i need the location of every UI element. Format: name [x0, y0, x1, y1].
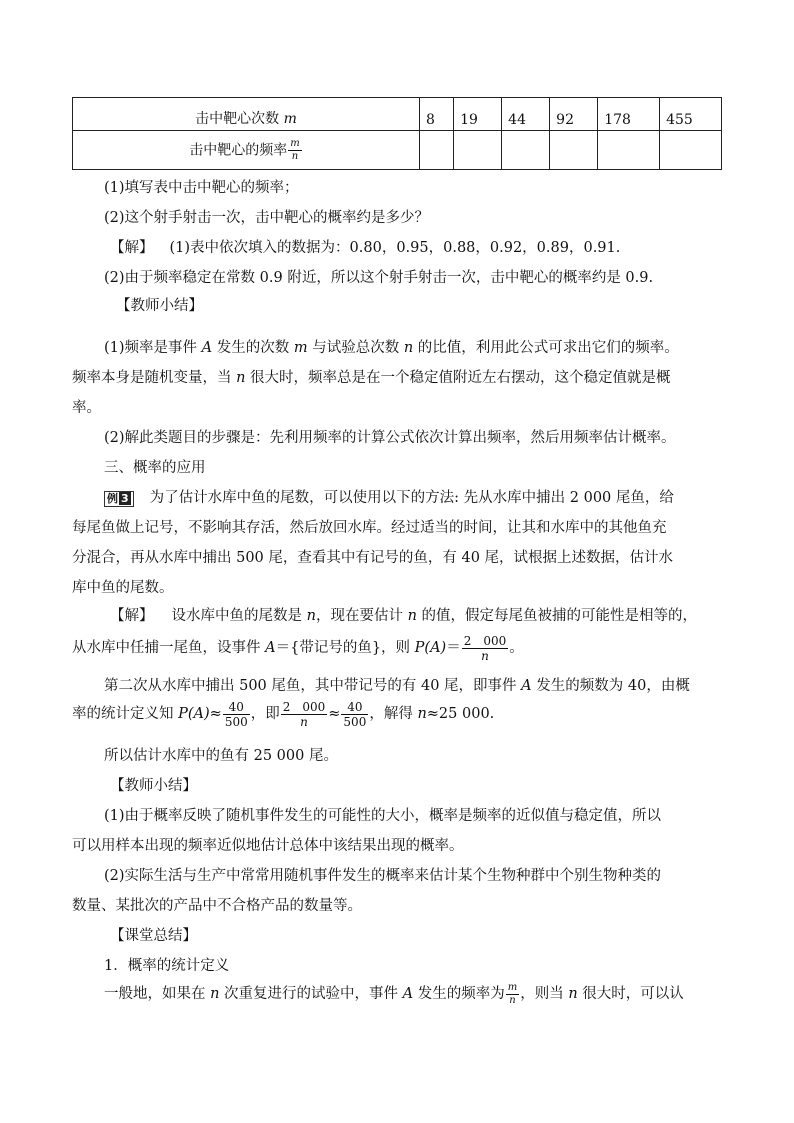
solution-3-line2: 从水库中任捕一尾鱼，设事件 A＝{带记号的鱼}，则 P(A)＝ $\frac{2 000}{n}$ 。 — [72, 633, 524, 663]
table-cell: 19 — [454, 98, 502, 131]
teacher-point-2: (2)解此类题目的步骤是：先利用频率的计算公式依次计算出频率，然后用频率估计概率。 — [104, 430, 676, 446]
table-cell: 92 — [550, 98, 598, 131]
example-3-line2: 每尾鱼做上记号，不影响其存活，然后放回水库。经过适当的时间，让其和水库中的其他鱼充 — [72, 520, 667, 536]
table-cell: 44 — [502, 98, 550, 131]
question-1: (1)填写表中击中靶心的频率； — [104, 180, 299, 196]
solution-3b-line2: 率的统计定义知 P(A)≈ $\frac{40}{500}$ ，即 $\frac{2 000}{n}$ ≈ $\frac{40}{500}$ ，解得 n≈25 000. — [72, 699, 495, 729]
table-row — [73, 98, 722, 131]
table-cell: 178 — [598, 98, 660, 131]
label-text: 击中靶心的频率 — [189, 142, 288, 158]
solution-text: (1)表中依次填入的数据为：0.80，0.95，0.88，0.92，0.89，0.91. — [169, 240, 621, 256]
solution-1 — [110, 238, 620, 258]
table-row — [73, 131, 722, 170]
fraction-40-500: $\frac{40}{500}$ — [343, 699, 367, 729]
solution-3: 【解】 设水库中鱼的尾数是 n，现在要估计 n 的值，假定每尾鱼被捕的可能性是相等的， — [110, 608, 698, 624]
table-cell — [502, 131, 550, 170]
fraction-m-n: $\frac{m}{n}$ — [507, 981, 518, 1006]
table-cell — [550, 131, 598, 170]
fraction-2000-n: $\frac{2 000}{n}$ — [282, 699, 326, 729]
frequency-table — [72, 97, 722, 170]
example-badge: 例 3 — [104, 491, 134, 507]
summary-item-1: 1．概率的统计定义 — [104, 958, 230, 974]
summary-definition: 一般地，如果在 n 次重复进行的试验中，事件 A 发生的频率为 $\frac{m}{n}$ ，则当 n 很大时，可以认 — [104, 981, 684, 1006]
table-cell — [598, 131, 660, 170]
example-3: 例 3 为了估计水库中鱼的尾数，可以使用以下的方法: 先从水库中捕出 2 000 尾鱼，给 — [104, 488, 674, 508]
teacher-point-4-line2: 数量、某批次的产品中不合格产品的数量等。 — [72, 898, 362, 914]
question-2: (2)这个射手射击一次，击中靶心的概率约是多少？ — [104, 210, 430, 226]
table-cell — [454, 131, 502, 170]
table-cell: 8 — [420, 98, 454, 131]
label-text: 击中靶心次数 — [195, 111, 280, 127]
teacher-point-3: (1)由于概率反映了随机事件发生的可能性的大小，概率是频率的近似值与稳定值，所以 — [104, 808, 662, 824]
table-cell — [420, 131, 454, 170]
fraction-m-n — [288, 139, 301, 162]
example-3-line4: 库中鱼的尾数。 — [72, 580, 174, 596]
frac-bottom: n — [291, 150, 299, 162]
teacher-point-3-line2: 可以用样本出现的频率近似地估计总体中该结果出现的概率。 — [72, 838, 464, 854]
frac-top: m — [290, 137, 300, 149]
solution-3c: 所以估计水库中的鱼有 25 000 尾。 — [104, 748, 338, 764]
row-label-frequency — [73, 131, 420, 170]
teacher-point-1: (1)频率是事件 A 发生的次数 m 与试验总次数 n 的比值，利用此公式可求出它们的频率。 — [104, 340, 679, 356]
teacher-point-1-line2: 频率本身是随机变量，当 n 很大时，频率总是在一个稳定值附近左右摆动，这个稳定值就是概 — [72, 370, 671, 386]
var-m: m — [283, 111, 297, 127]
row-label-hits — [73, 98, 420, 131]
section-heading-3: 三、概率的应用 — [104, 460, 206, 476]
teacher-point-1-line3: 率。 — [72, 400, 101, 416]
teacher-summary-heading: 【教师小结】 — [116, 298, 203, 314]
table-cell: 455 — [660, 98, 722, 131]
table-cell — [660, 131, 722, 170]
fraction-2000-n: $\frac{2 000}{n}$ — [463, 633, 507, 663]
teacher-summary-heading-2: 【教师小结】 — [110, 778, 197, 794]
teacher-point-4: (2)实际生活与生产中常常用随机事件发生的概率来估计某个生物种群中个别生物种类的 — [104, 868, 662, 884]
fraction-40-500: $\frac{40}{500}$ — [224, 699, 248, 729]
class-summary-heading: 【课堂总结】 — [110, 928, 197, 944]
example-3-line3: 分混合，再从水库中捕出 500 尾，查看其中有记号的鱼，有 40 尾，试根据上述数据，估计水 — [72, 550, 674, 566]
solution-3b: 第二次从水库中捕出 500 尾鱼，其中带记号的有 40 尾，即事件 A 发生的频数为 40，由概 — [104, 678, 690, 694]
solution-2: (2)由于频率稳定在常数 0.9 附近，所以这个射手射击一次，击中靶心的概率约是 0.9. — [104, 270, 654, 286]
solution-tag: 【解】 — [110, 240, 154, 256]
